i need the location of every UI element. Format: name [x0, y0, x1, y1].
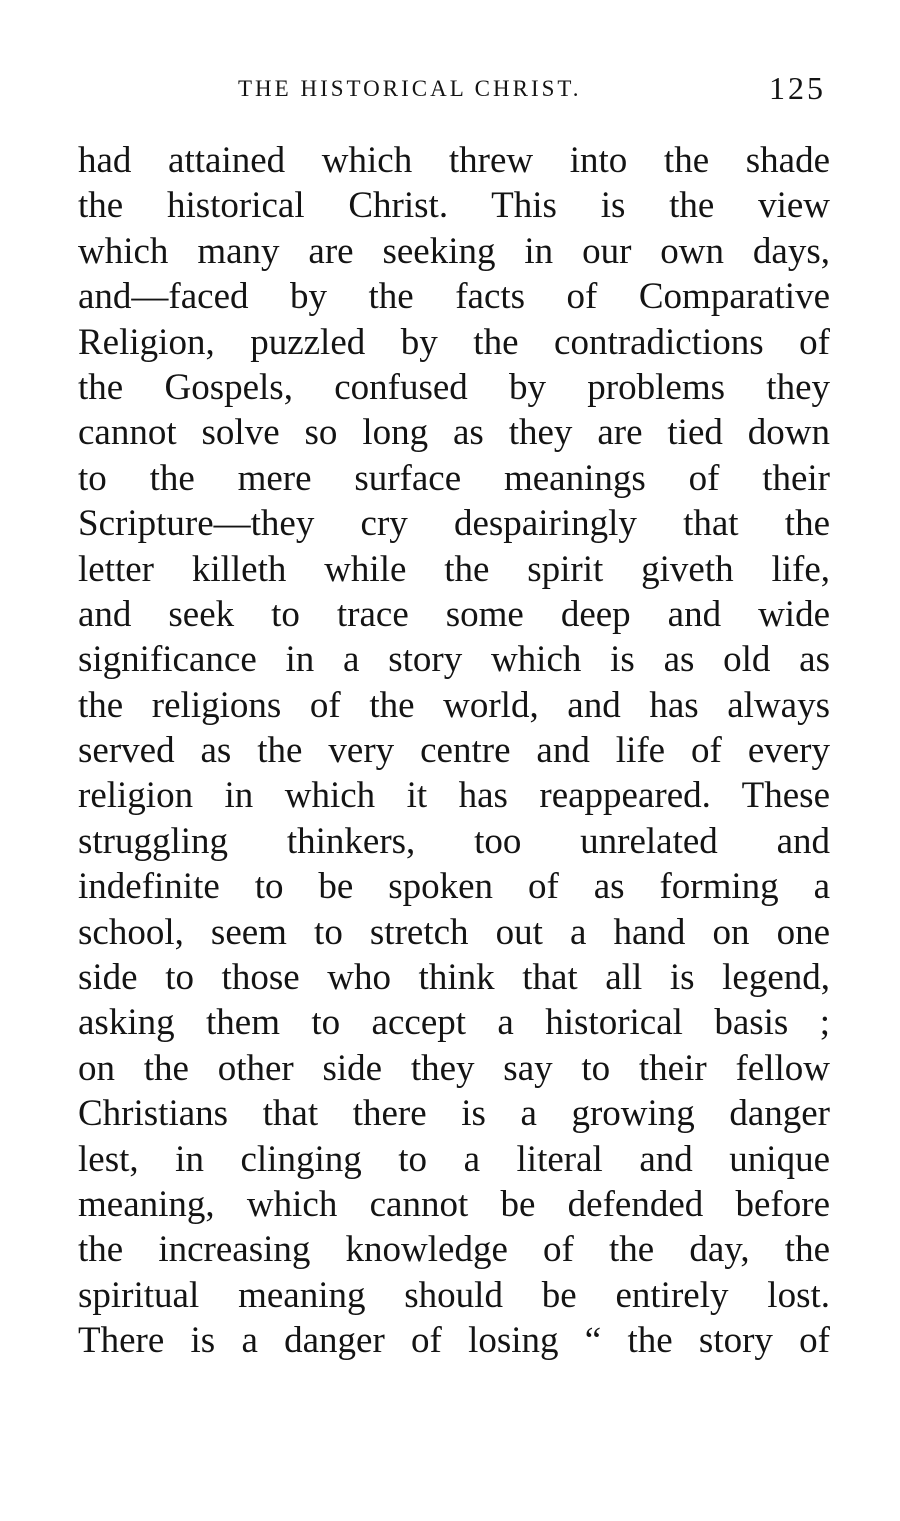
text-line: Religion, puzzled by the contradictions of — [78, 321, 830, 363]
text-line: which many are seeking in our own days, — [78, 230, 830, 272]
text-line: indefinite to be spoken of as forming a — [78, 866, 830, 908]
text-line: There is a danger of losing “ the story of — [78, 1320, 830, 1362]
text-line: religion in which it has reappeared. These — [78, 775, 830, 817]
text-line: the increasing knowledge of the day, the — [78, 1229, 830, 1271]
text-line: struggling thinkers, too unrelated and — [78, 820, 830, 862]
text-line: and—faced by the facts of Comparative — [78, 276, 830, 318]
text-line: the historical Christ. This is the view — [78, 185, 830, 227]
text-line: letter killeth while the spirit giveth life, — [78, 548, 830, 590]
text-line: asking them to accept a historical basis ; — [78, 1002, 830, 1044]
text-line: spiritual meaning should be entirely lost. — [78, 1274, 830, 1316]
text-line: the Gospels, confused by problems they — [78, 366, 830, 408]
text-line: school, seem to stretch out a hand on one — [78, 911, 830, 953]
text-line: cannot solve so long as they are tied down — [78, 412, 830, 454]
text-line: the religions of the world, and has always — [78, 684, 830, 726]
running-title: THE HISTORICAL CHRIST. — [238, 76, 582, 101]
text-line: significance in a story which is as old as — [78, 639, 830, 681]
text-line: to the mere surface meanings of their — [78, 457, 830, 499]
page-number: 125 — [769, 70, 826, 106]
text-line: on the other side they say to their fellow — [78, 1047, 830, 1089]
body-text — [78, 138, 830, 1364]
running-head — [78, 70, 828, 110]
text-line: Scripture—they cry despairingly that the — [78, 503, 830, 545]
text-line: lest, in clinging to a literal and unique — [78, 1138, 830, 1180]
text-line: meaning, which cannot be defended before — [78, 1183, 830, 1225]
text-line: and seek to trace some deep and wide — [78, 593, 830, 635]
text-line: side to those who think that all is legend, — [78, 957, 830, 999]
text-line: served as the very centre and life of every — [78, 730, 830, 772]
text-line: had attained which threw into the shade — [78, 140, 830, 181]
text-line: Christians that there is a growing danger — [78, 1093, 830, 1135]
